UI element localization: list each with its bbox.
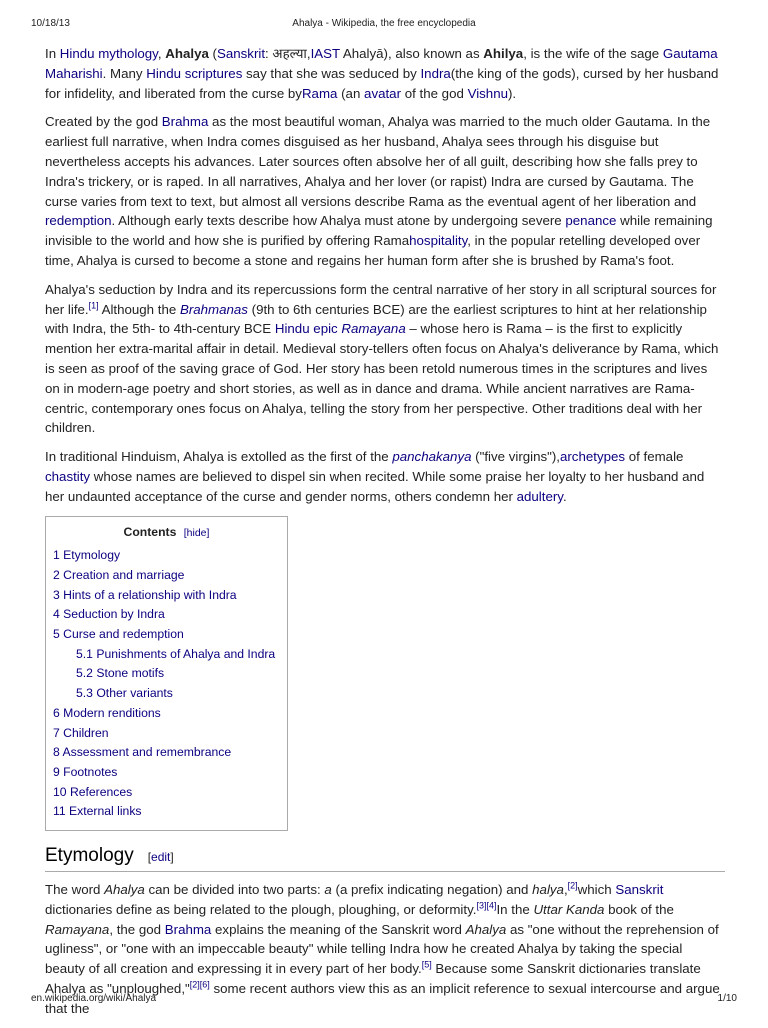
link-avatar[interactable]: avatar: [364, 85, 402, 101]
link-sanskrit[interactable]: Sanskrit: [216, 46, 266, 61]
link-panchakanya[interactable]: panchakanya: [392, 449, 472, 465]
toc-item-assessment[interactable]: 8 Assessment and remembrance: [53, 745, 232, 760]
bold-ahilya: Ahilya: [483, 46, 524, 61]
article-content: [45, 44, 725, 1028]
link-adultery[interactable]: adultery: [516, 488, 563, 504]
citation-5[interactable]: [5]: [421, 959, 432, 970]
toc-item-other-variants[interactable]: 5.3 Other variants: [76, 686, 173, 701]
bold-ahalya: Ahalya: [165, 46, 209, 61]
link-hindu-epic[interactable]: Hindu epic: [274, 321, 338, 337]
print-date: 10/18/13: [31, 18, 70, 29]
etymology-heading: [45, 843, 725, 872]
link-rama[interactable]: Rama: [301, 85, 338, 101]
toc-item-children[interactable]: 7 Children: [53, 725, 109, 740]
link-iast[interactable]: IAST: [310, 46, 340, 61]
toc-item-punishments[interactable]: 5.1 Punishments of Ahalya and Indra: [76, 646, 276, 661]
print-page-title: Ahalya - Wikipedia, the free encyclopedia: [292, 18, 476, 29]
link-sanskrit-etymology[interactable]: Sanskrit: [615, 882, 664, 898]
citation-2b[interactable]: [2]: [189, 979, 200, 990]
link-hospitality[interactable]: hospitality: [409, 233, 468, 249]
table-of-contents: [45, 516, 288, 832]
link-brahmanas[interactable]: Brahmanas: [179, 301, 248, 317]
link-brahma[interactable]: Brahma: [161, 114, 209, 130]
citation-3[interactable]: [3]: [476, 900, 487, 911]
print-header: [31, 18, 737, 32]
citation-2[interactable]: [2]: [567, 880, 578, 891]
print-footer: [31, 993, 737, 1007]
toc-hide-toggle[interactable]: [hide]: [183, 526, 210, 539]
citation-6[interactable]: [6]: [199, 979, 210, 990]
toc-list: [46, 546, 287, 822]
toc-item-hints-of-relationship[interactable]: 3 Hints of a relationship with Indra: [53, 587, 237, 602]
intro-paragraph-3: Ahalya's seduction by Indra and its repercussions form the central narrative of her story in all scriptural sources for her life.[1] Although the Brahmanas (9th to 6th centuries BCE) are the earliest scriptures to hint at her relationship with Indra, the 5th- to 4th-century BCE Hindu epic Ramayana – whose hero is Rama – is the first to explicitly mention her extra-marital affair in detail. Medieval story-tellers often focus on Ahalya's deliverance by Rama, which is seen as proof of the saving grace of God. Her story has been retold numerous times in the scriptures and lives on in modern-age poetry and short stories, as well as in dance and drama. While ancient narratives are Rama-centric, contemporary ones focus on Ahalya, telling the story from her perspective. Other traditions deal with her children.: [45, 281, 719, 436]
toc-item-footnotes[interactable]: 9 Footnotes: [53, 764, 118, 779]
citation-4[interactable]: [4]: [486, 900, 497, 911]
toc-item-curse-and-redemption[interactable]: 5 Curse and redemption: [53, 627, 184, 642]
link-indra[interactable]: Indra: [420, 65, 451, 81]
link-penance[interactable]: penance: [565, 213, 617, 229]
edit-section-link[interactable]: [edit]: [147, 850, 174, 865]
toc-header: [46, 523, 287, 544]
toc-item-stone-motifs[interactable]: 5.2 Stone motifs: [76, 666, 165, 681]
citation-1[interactable]: [1]: [88, 300, 99, 311]
section-title: Etymology: [45, 845, 134, 867]
link-chastity[interactable]: chastity: [45, 468, 91, 484]
toc-title: Contents: [123, 524, 177, 539]
intro-paragraph-2: Created by the god Brahma as the most beautiful woman, Ahalya was married to the much older Gautama. In the earliest full narrative, when Indra comes disguised as her husband, Ahalya sees through his disguise but nevertheless accepts his advances. Later sources often absolve her of all guilt, describing how she falls prey to Indra's trickery, or is raped. In all narratives, Ahalya and her lover (or rapist) Indra are cursed by Gautama. The curse varies from text to text, but almost all versions describe Rama as the eventual agent of her liberation and redemption. Although early texts describe how Ahalya must atone by undergoing severe penance while remaining invisible to the world and how she is purified by offering Ramahospitality, in the popular retelling developed over time, Ahalya is cursed to become a stone and regains her human form after she is brushed by Rama's foot.: [45, 114, 713, 268]
toc-item-external-links[interactable]: 11 External links: [53, 804, 142, 819]
toc-item-creation-and-marriage[interactable]: 2 Creation and marriage: [53, 567, 185, 582]
link-vishnu[interactable]: Vishnu: [467, 85, 508, 101]
intro-paragraph-1: In Hindu mythology, Ahalya (Sanskrit: अहल्या,IAST Ahalyā), also known as Ahilya, is the wife of the sage Gautama Maharishi. Many Hindu scriptures say that she was seduced by Indra(the king of the gods), cursed by her husband for infidelity, and liberated from the curse byRama (an avatar of the god Vishnu).: [45, 46, 719, 101]
intro-paragraph-4: In traditional Hinduism, Ahalya is extolled as the first of the panchakanya ("five virgins"),archetypes of female chastity whose names are believed to dispel sin when recited. While some praise her loyalty to her husband and her undaunted acceptance of the curse and gender norms, others condemn her adultery.: [45, 449, 705, 504]
link-hindu-mythology[interactable]: Hindu mythology: [59, 46, 158, 61]
toc-item-references[interactable]: 10 References: [53, 784, 133, 799]
link-archetypes[interactable]: archetypes: [559, 449, 626, 465]
link-brahma-etymology[interactable]: Brahma: [164, 921, 212, 937]
link-redemption[interactable]: redemption: [45, 213, 112, 229]
link-ramayana[interactable]: Ramayana: [341, 321, 406, 337]
print-url: en.wikipedia.org/wiki/Ahalya: [31, 993, 157, 1004]
etymology-paragraph: The word Ahalya can be divided into two parts: a (a prefix indicating negation) and halya,[2]which Sanskrit dictionaries define as being related to the plough, ploughing, or deformity.[3][4]In the Uttar Kanda book of the Ramayana, the god Brahma explains the meaning of the Sanskrit word Ahalya as "one without the reprehension of ugliness", or "one with an impeccable beauty" while telling Indra how he created Ahalya by taking the special beauty of all creation and expressing it in every part of her body.[5] Because some Sanskrit dictionaries translate Ahalya as "unploughed,"[2][6] some recent authors view this as an implicit reference to sexual intercourse and argue that the: [45, 880, 720, 1016]
link-gautama-maharishi[interactable]: Gautama Maharishi: [45, 46, 718, 81]
edit-link-text[interactable]: edit: [151, 850, 171, 865]
toc-item-modern-renditions[interactable]: 6 Modern renditions: [53, 705, 161, 720]
link-hindu-scriptures[interactable]: Hindu scriptures: [146, 65, 243, 81]
toc-item-etymology[interactable]: 1 Etymology: [53, 548, 121, 563]
toc-item-seduction-by-indra[interactable]: 4 Seduction by Indra: [53, 607, 165, 622]
print-page-number: 1/10: [717, 993, 737, 1004]
